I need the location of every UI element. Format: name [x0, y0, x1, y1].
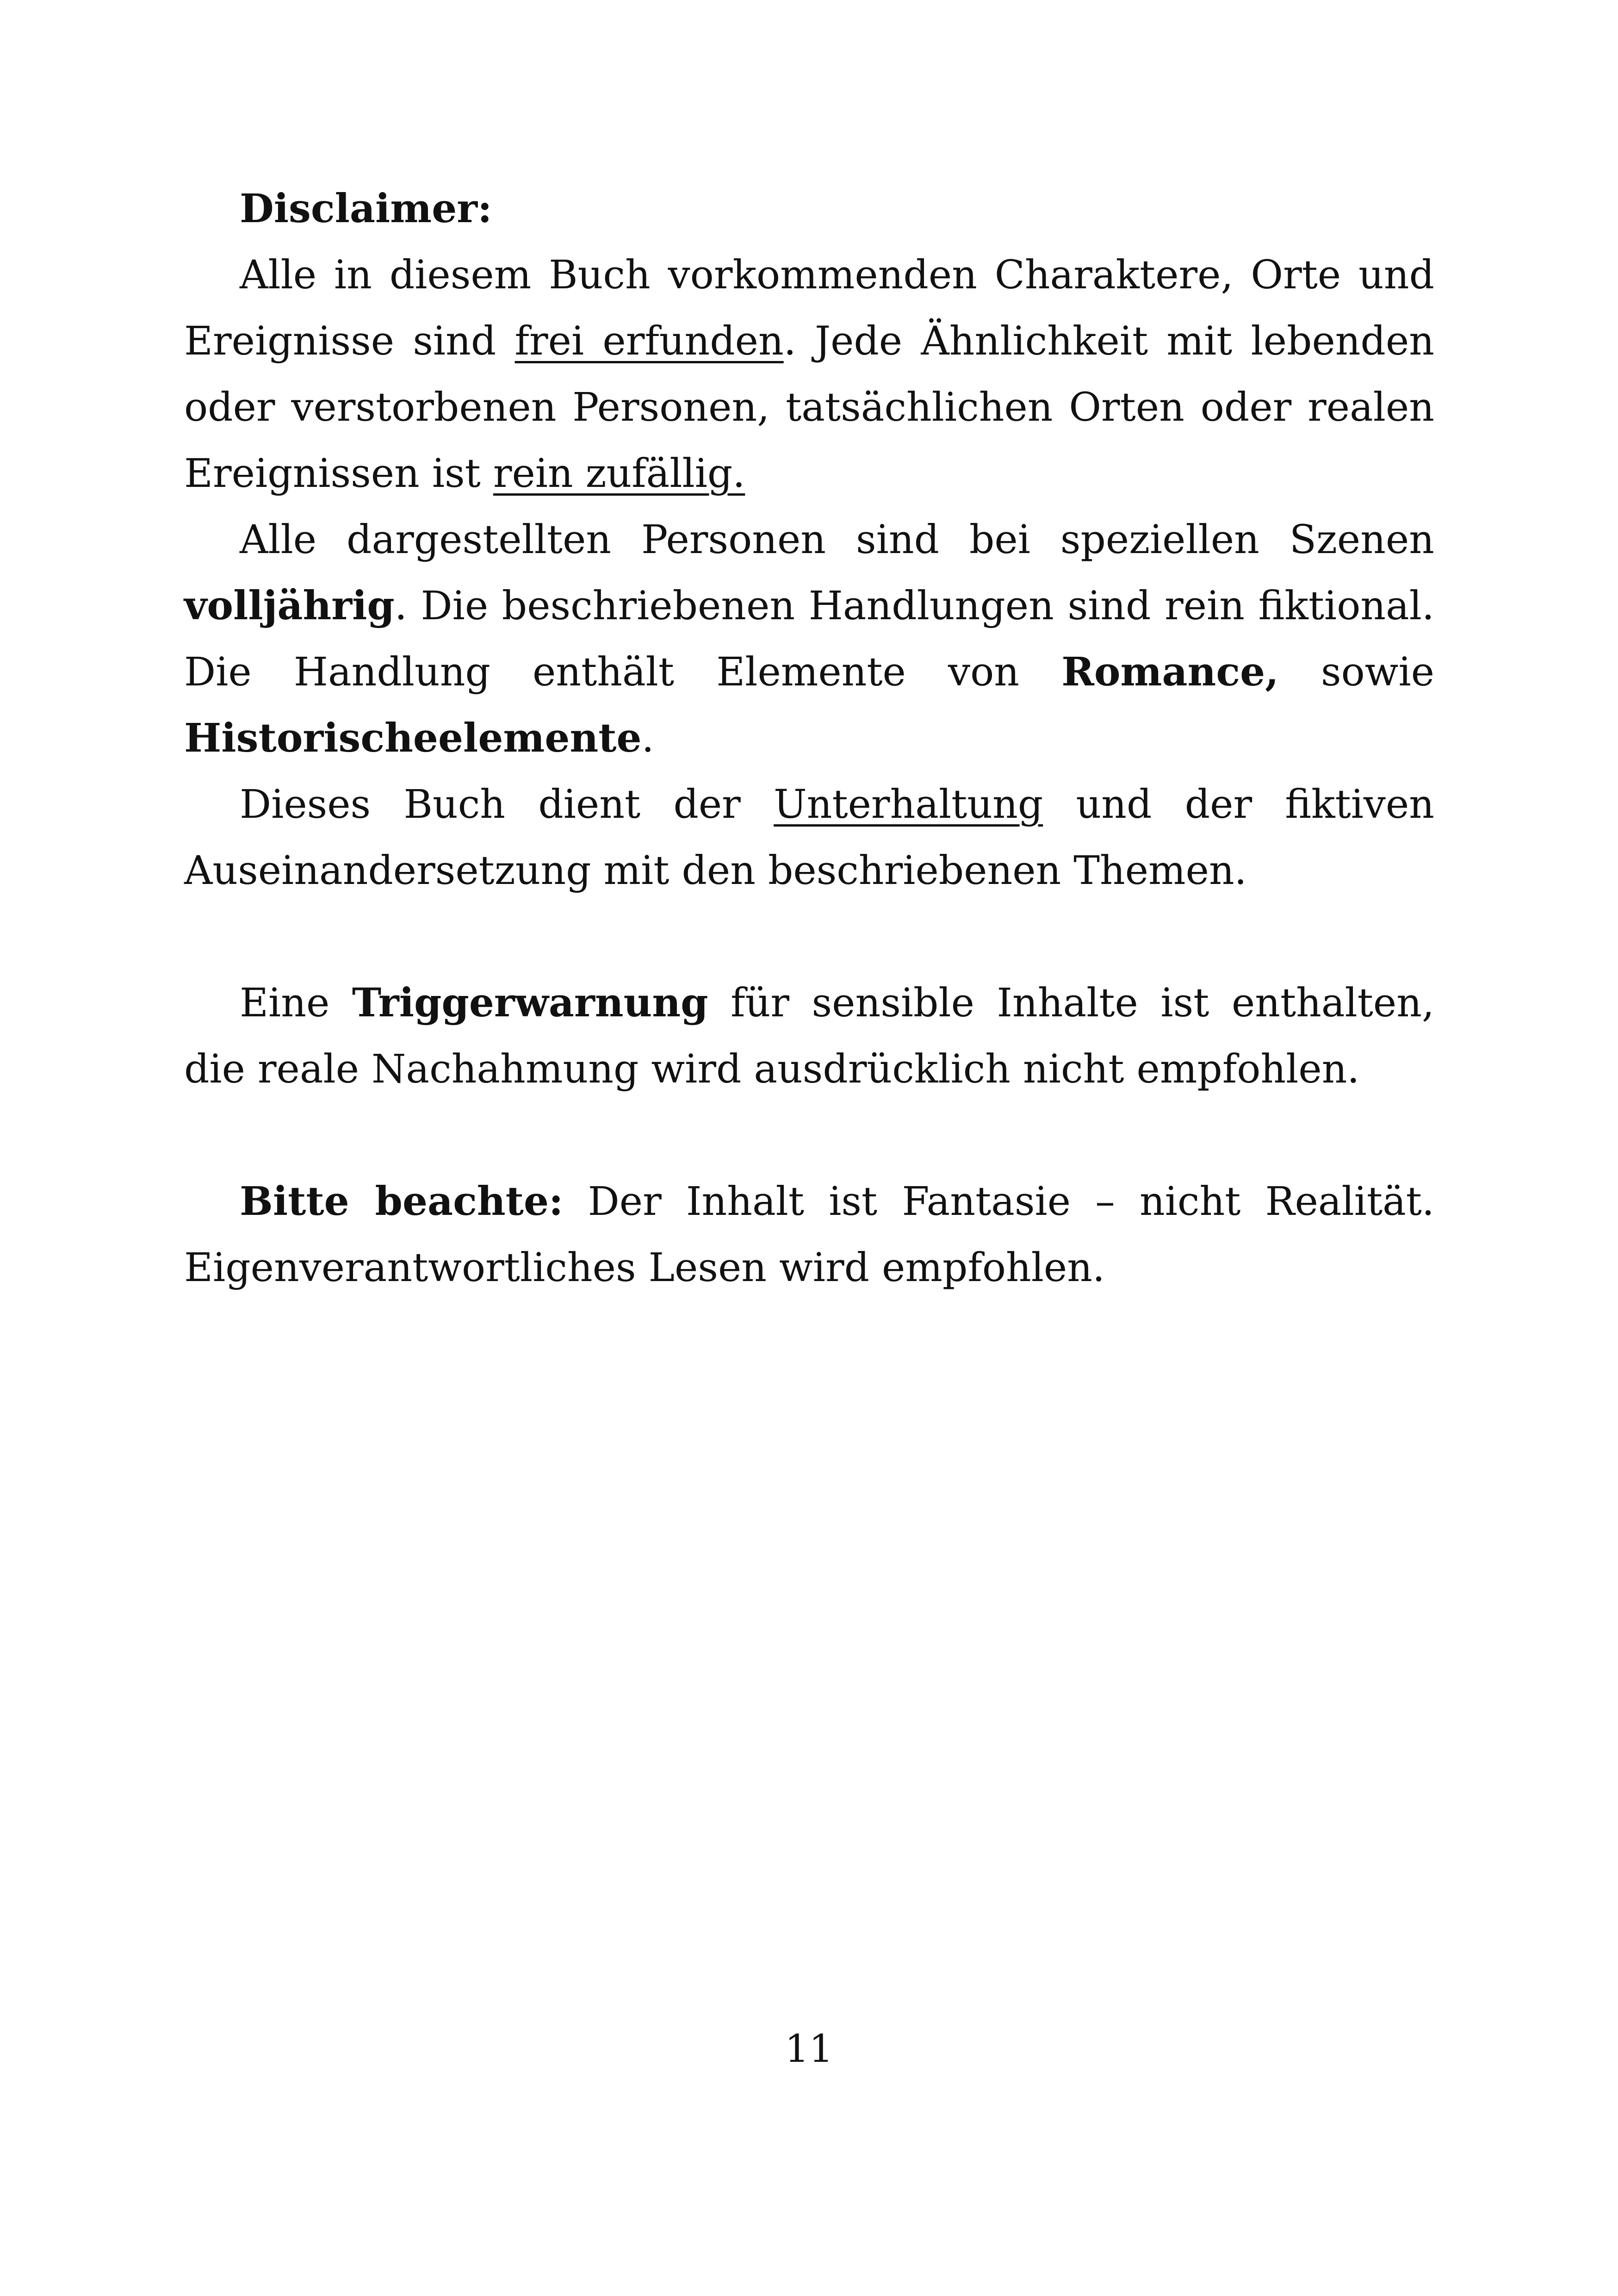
paragraph-spacer — [184, 904, 1434, 970]
page-number: 11 — [785, 2027, 833, 2071]
bold-text: Triggerwarnung — [352, 980, 708, 1026]
underlined-text: rein zufällig. — [493, 451, 745, 497]
paragraph-text: für sensible Inhalte ist enthalten, die reale Nachahmung wird ausdrücklich nicht empfohlen. — [184, 980, 1434, 1092]
bold-text: Historischeelemente — [184, 715, 642, 761]
paragraph-entertainment — [184, 772, 1434, 904]
paragraph-fictional-characters — [184, 242, 1434, 507]
bold-text: volljährig — [184, 583, 395, 629]
underlined-text: frei erfunden — [515, 318, 784, 364]
paragraph-text: Der Inhalt ist Fantasie – nicht Realität. Eigenverantwortliches Lesen wird empfohlen. — [184, 1179, 1434, 1291]
bold-text: Romance, — [1061, 649, 1279, 695]
paragraph-text: und der fiktiven Auseinandersetzung mit den beschriebenen Themen. — [184, 782, 1434, 894]
paragraph-trigger-warning — [184, 970, 1434, 1102]
disclaimer-heading: Disclaimer: — [240, 186, 492, 232]
paragraph-text: Dieses Buch dient der — [240, 782, 774, 828]
paragraph-text: Eine — [240, 980, 352, 1026]
paragraph-text: sowie — [1278, 649, 1434, 695]
paragraph-text: Alle in diesem Buch vorkommenden Charaktere, Orte und Ereignisse sind — [184, 252, 1434, 364]
paragraph-text: . — [641, 716, 654, 761]
paragraph-text: . Die beschriebenen Handlungen sind rein fiktional. Die Handlung enthält Elemente von — [184, 583, 1434, 695]
disclaimer-section — [184, 176, 1434, 1301]
bold-text: Bitte beachte: — [240, 1178, 564, 1225]
paragraph-adult-persons — [184, 507, 1434, 772]
underlined-text: Unterhaltung — [774, 782, 1043, 828]
paragraph-please-note — [184, 1169, 1434, 1301]
paragraph-text: . Jede Ähnlichkeit mit lebenden oder verstorbenen Personen, tatsächlichen Orten oder realen Ereignissen ist — [184, 318, 1434, 497]
paragraph-text: Alle dargestellten Personen sind bei speziellen Szenen — [240, 517, 1434, 563]
paragraph-spacer — [184, 1102, 1434, 1169]
